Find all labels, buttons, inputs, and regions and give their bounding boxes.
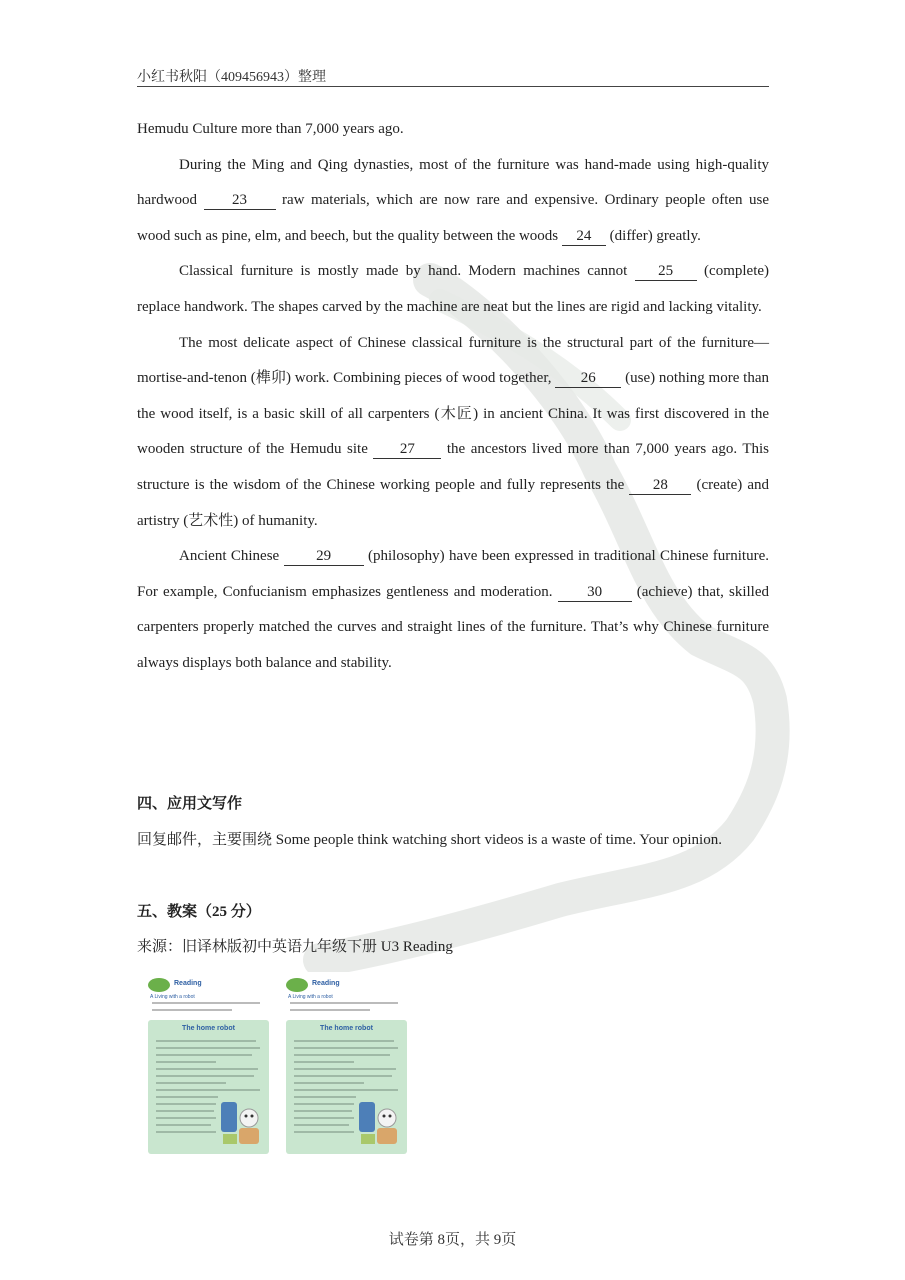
passage-paragraph-1: During the Ming and Qing dynasties, most of the furniture was hand-made using high-quality hardwood 23 raw materials, which are now rare and expensive. Ordinary people often use wood such as pine, elm, and beech, but the quality between the woods 24 (differ) greatly. <box>137 156 770 244</box>
blank-25[interactable]: 25 <box>635 262 697 281</box>
header-divider <box>137 86 769 87</box>
section-4-prompt: 回复邮件，主要围绕 Some people think watching short videos is a waste of time. Your opinion. <box>137 832 722 848</box>
intro-lines <box>152 1002 262 1016</box>
textbook-subheading: A Living with a robot <box>150 994 195 1000</box>
passage-paragraph-3: The most delicate aspect of Chinese classical furniture is the structural part of the furniture—mortise-and-tenon (榫卯) work. Combining pieces of wood together, 26 (use) nothing more than the wood itself, is a basic skill of all carpenters (木匠) in ancient China. It was first discovered in the wooden structure of the Hemudu site 27 the ancestors lived more than 7,000 years ago. This structure is the wisdom of the Chinese working people and fully represents the 28 (create) and artistry (艺术性) of humanity. <box>137 334 770 529</box>
passage-paragraph-0: Hemudu Culture more than 7,000 years ago. <box>137 121 404 137</box>
passage-paragraph-2: Classical furniture is mostly made by hand. Modern machines cannot 25 (complete) replace handwork. The shapes carved by the machine are neat but the lines are rigid and lacking vitality. <box>137 263 770 315</box>
blank-27[interactable]: 27 <box>373 440 441 459</box>
passage-paragraph-4: Ancient Chinese 29 (philosophy) have been expressed in traditional Chinese furniture. For example, Confucianism emphasizes gentleness and moderation. 30 (achieve) that, skilled carpenters properly matched the curves and straight lines of the furniture. That’s why Chinese furniture always displays both balance and stability. <box>137 548 770 671</box>
robot-illustration-icon <box>219 1096 261 1146</box>
article-title: The home robot <box>182 1025 235 1032</box>
robot-illustration-icon <box>357 1096 399 1146</box>
reading-logo-icon <box>286 978 308 992</box>
article-title: The home robot <box>320 1025 373 1032</box>
blank-26[interactable]: 26 <box>555 369 621 388</box>
blank-24[interactable]: 24 <box>562 227 606 246</box>
article-panel <box>148 1020 269 1154</box>
blank-30[interactable]: 30 <box>558 583 632 602</box>
textbook-heading: Reading <box>174 980 202 987</box>
blank-29[interactable]: 29 <box>284 547 364 566</box>
section-5-title: 五、教案（25 分） <box>137 904 261 920</box>
article-panel <box>286 1020 407 1154</box>
reading-passage <box>137 112 769 682</box>
reading-logo-icon <box>148 978 170 992</box>
page-footer: 试卷第 8页，共 9页 <box>388 1232 517 1248</box>
page-header: 小红书秋阳（409456943）整理 <box>137 70 326 85</box>
textbook-subheading: A Living with a robot <box>288 994 333 1000</box>
section-5-source: 来源：旧译林版初中英语九年级下册 U3 Reading <box>137 939 453 955</box>
blank-28[interactable]: 28 <box>629 476 691 495</box>
section-4-title: 四、应用文写作 <box>137 796 243 812</box>
intro-lines <box>290 1002 400 1016</box>
textbook-page-image-1 <box>142 972 275 1160</box>
blank-23[interactable]: 23 <box>204 191 276 210</box>
textbook-page-image-2 <box>280 972 413 1160</box>
textbook-heading: Reading <box>312 980 340 987</box>
